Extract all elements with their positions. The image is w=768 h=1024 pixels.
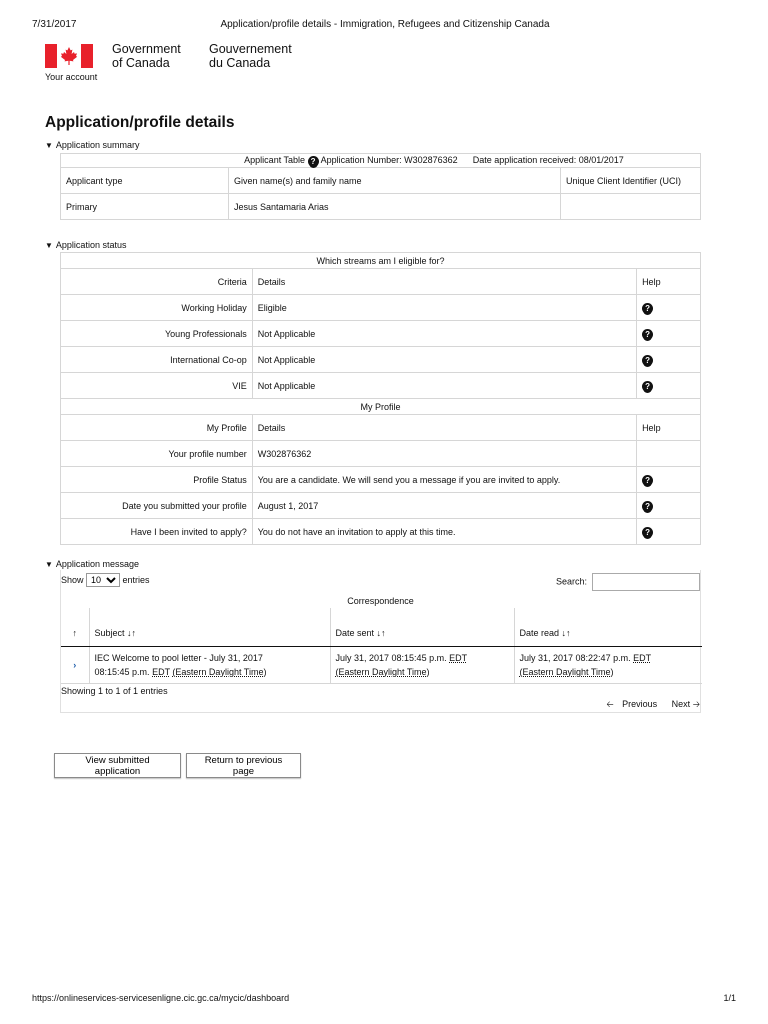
sort-icon: ↓↑ bbox=[376, 627, 386, 638]
date-received: Date application received: 08/01/2017 bbox=[472, 154, 624, 165]
toggle-label: Application status bbox=[55, 240, 127, 250]
table-row bbox=[61, 373, 701, 399]
up-arrow-icon: ↑ bbox=[72, 627, 77, 638]
table-caption bbox=[61, 154, 701, 168]
pagination bbox=[600, 697, 700, 713]
table-row bbox=[61, 493, 701, 519]
criteria-cell: International Co-op bbox=[61, 347, 253, 373]
table-row bbox=[61, 519, 701, 545]
page-title: Application/profile details bbox=[45, 114, 235, 131]
gov-canada-fr bbox=[209, 42, 292, 70]
next-button[interactable]: Next 🡢 bbox=[671, 699, 700, 709]
help-icon[interactable]: ? bbox=[642, 475, 653, 486]
col-details: Details bbox=[252, 415, 636, 441]
search-input[interactable] bbox=[592, 573, 700, 591]
col-criteria: Criteria bbox=[61, 269, 253, 295]
status-table bbox=[60, 252, 701, 545]
print-page-number: 1/1 bbox=[723, 993, 736, 1003]
toggle-label: Application message bbox=[55, 559, 139, 569]
col-applicant-type: Applicant type bbox=[61, 168, 229, 194]
col-help: Help bbox=[637, 269, 701, 295]
subject-label: Subject bbox=[94, 627, 125, 638]
gov-en-line1: Government bbox=[112, 42, 181, 56]
date-read-cell: July 31, 2017 08:22:47 p.m. EDT (Eastern Daylight Time) bbox=[514, 646, 702, 683]
help-icon[interactable]: ? bbox=[642, 527, 653, 538]
application-message-toggle[interactable] bbox=[45, 559, 139, 569]
applicant-table bbox=[60, 153, 701, 220]
col-date-sent[interactable] bbox=[330, 608, 514, 646]
date-sent-label: Date sent bbox=[335, 627, 375, 638]
canada-flag-icon bbox=[45, 44, 93, 68]
subject-cell[interactable]: IEC Welcome to pool letter - July 31, 2017 08:15:45 p.m. EDT (Eastern Daylight Time) bbox=[89, 646, 330, 683]
help-icon[interactable]: ? bbox=[642, 329, 653, 340]
gov-fr-line1: Gouvernement bbox=[209, 42, 292, 56]
application-summary-toggle[interactable] bbox=[45, 140, 139, 150]
col-my-profile: My Profile bbox=[61, 415, 253, 441]
toggle-label: Application summary bbox=[55, 140, 140, 150]
col-subject[interactable] bbox=[89, 608, 330, 646]
sort-arrow-header[interactable] bbox=[61, 608, 89, 646]
details-cell: Not Applicable bbox=[252, 373, 636, 399]
timezone-abbr: EDT bbox=[449, 652, 468, 663]
table-row bbox=[61, 321, 701, 347]
print-date: 7/31/2017 bbox=[32, 19, 77, 30]
profile-details-cell: August 1, 2017 bbox=[252, 493, 636, 519]
table-row[interactable] bbox=[61, 646, 702, 683]
search-control bbox=[556, 573, 700, 591]
streams-caption: Which streams am I eligible for? bbox=[316, 255, 445, 266]
streams-header-row bbox=[61, 269, 701, 295]
print-url: https://onlineservices-servicesenligne.cic.gc.ca/mycic/dashboard bbox=[32, 993, 290, 1003]
profile-label-cell: Profile Status bbox=[61, 467, 253, 493]
gov-fr-line2: du Canada bbox=[209, 56, 271, 70]
correspondence-datatable bbox=[60, 570, 701, 713]
profile-label-cell: Date you submitted your profile bbox=[61, 493, 253, 519]
applicant-name-cell: Jesus Santamaria Arias bbox=[229, 194, 561, 220]
gov-en-line2: of Canada bbox=[112, 56, 170, 70]
print-footer bbox=[32, 993, 736, 1005]
table-row bbox=[61, 347, 701, 373]
details-cell: Not Applicable bbox=[252, 347, 636, 373]
expanded-triangle-icon: ▼ bbox=[45, 241, 53, 250]
expanded-triangle-icon: ▼ bbox=[45, 560, 53, 569]
help-icon[interactable]: ? bbox=[308, 156, 319, 167]
table-row bbox=[61, 441, 701, 467]
help-icon[interactable]: ? bbox=[642, 355, 653, 366]
col-details: Details bbox=[252, 269, 636, 295]
timezone-abbr: EDT bbox=[633, 652, 652, 663]
gov-canada-en bbox=[112, 42, 181, 70]
view-submitted-application-button[interactable]: View submitted application bbox=[54, 753, 181, 778]
expanded-triangle-icon: ▼ bbox=[45, 141, 53, 150]
profile-details-cell: You do not have an invitation to apply at this time. bbox=[252, 519, 636, 545]
return-to-previous-page-button[interactable]: Return to previous page bbox=[186, 753, 301, 778]
col-help: Help bbox=[637, 415, 701, 441]
date-read-label: Date read bbox=[519, 627, 560, 638]
table-header-row bbox=[61, 168, 701, 194]
criteria-cell: Young Professionals bbox=[61, 321, 253, 347]
print-page-title: Application/profile details - Immigration, Refugees and Citizenship Canada bbox=[220, 19, 550, 30]
profile-details-cell: You are a candidate. We will send you a message if you are invited to apply. bbox=[252, 467, 636, 493]
help-icon[interactable]: ? bbox=[642, 303, 653, 314]
application-number: Application Number: W302876362 bbox=[320, 154, 458, 165]
correspondence-caption: Correspondence bbox=[347, 596, 414, 606]
help-icon[interactable]: ? bbox=[642, 501, 653, 512]
print-header bbox=[32, 19, 738, 31]
correspondence-table bbox=[61, 608, 702, 684]
table-row bbox=[61, 295, 701, 321]
expand-row-chevron-icon[interactable]: › bbox=[61, 646, 89, 683]
entries-label: entries bbox=[122, 575, 150, 585]
col-given-name: Given name(s) and family name bbox=[229, 168, 561, 194]
your-account-label: Your account bbox=[45, 72, 98, 82]
page-size-select[interactable] bbox=[86, 573, 120, 587]
applicant-type-cell: Primary bbox=[61, 194, 229, 220]
criteria-cell: Working Holiday bbox=[61, 295, 253, 321]
application-status-toggle[interactable] bbox=[45, 240, 126, 250]
profile-header-row bbox=[61, 415, 701, 441]
table-info: Showing 1 to 1 of 1 entries bbox=[61, 686, 168, 696]
previous-button[interactable]: 🡠 Previous bbox=[606, 699, 658, 709]
sort-icon: ↓↑ bbox=[561, 627, 571, 638]
help-icon[interactable]: ? bbox=[642, 381, 653, 392]
col-date-read[interactable] bbox=[514, 608, 702, 646]
col-uci: Unique Client Identifier (UCI) bbox=[561, 168, 701, 194]
details-cell: Eligible bbox=[252, 295, 636, 321]
search-label: Search: bbox=[555, 576, 587, 587]
show-label: Show bbox=[61, 575, 84, 585]
caption-prefix: Applicant Table bbox=[244, 154, 306, 165]
details-cell: Not Applicable bbox=[252, 321, 636, 347]
sort-icon: ↓↑ bbox=[127, 627, 137, 638]
profile-label-cell: Have I been invited to apply? bbox=[61, 519, 253, 545]
profile-details-cell: W302876362 bbox=[252, 441, 636, 467]
table-row bbox=[61, 194, 701, 220]
date-sent-cell: July 31, 2017 08:15:45 p.m. EDT (Eastern Daylight Time) bbox=[330, 646, 514, 683]
uci-cell bbox=[561, 194, 701, 220]
table-header-row bbox=[61, 608, 702, 646]
show-entries-control bbox=[61, 573, 150, 587]
table-row bbox=[61, 467, 701, 493]
criteria-cell: VIE bbox=[61, 373, 253, 399]
profile-caption: My Profile bbox=[360, 401, 401, 412]
timezone-abbr: EDT bbox=[152, 666, 170, 677]
profile-label-cell: Your profile number bbox=[61, 441, 253, 467]
